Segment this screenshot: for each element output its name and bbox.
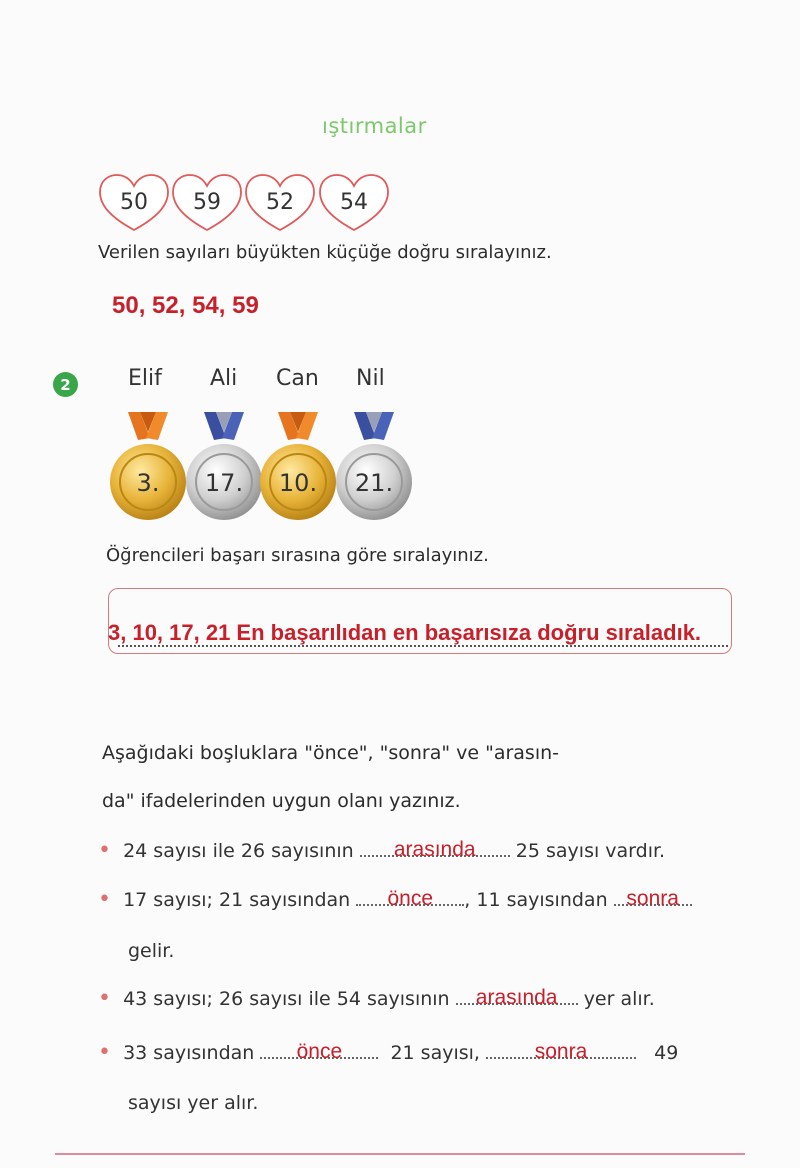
hearts-row — [98, 172, 398, 234]
sentence-text: 43 sayısı; 26 sayısı ile 54 sayısının — [123, 988, 450, 1010]
q1-answer: 50, 52, 54, 59 — [112, 292, 259, 319]
filled-answer: sonra — [626, 887, 679, 910]
blank-field[interactable] — [260, 1042, 378, 1064]
sentence-4 — [98, 1040, 678, 1065]
filled-answer: sonra — [534, 1040, 588, 1063]
heart-number: 59 — [193, 190, 221, 215]
gold-medal-icon — [260, 412, 336, 520]
silver-medal-icon — [186, 412, 262, 520]
medals-row — [110, 410, 430, 525]
sentence-2-cont: gelir. — [128, 940, 175, 962]
q2-answer: 3, 10, 17, 21 En başarılıdan en başarısıza doğru sıraladık. — [108, 620, 702, 645]
heart-number: 54 — [340, 190, 368, 215]
student-name: Ali — [210, 366, 238, 391]
question-number-badge: 2 — [53, 372, 78, 397]
sentence-text: 49 — [654, 1042, 679, 1064]
medal-rank: 3. — [136, 469, 160, 497]
medal-rank: 10. — [278, 469, 318, 497]
sentence-1 — [98, 838, 665, 863]
bottom-rule — [55, 1153, 745, 1155]
sentence-text: 21 sayısı, — [390, 1042, 480, 1064]
q3-instruction-line2: da" ifadelerinden uygun olanı yazınız. — [102, 790, 461, 812]
sentence-text: 33 sayısından — [123, 1042, 255, 1064]
medal-rank: 17. — [204, 469, 244, 497]
filled-answer: önce — [296, 1040, 343, 1063]
bullet-icon: • — [98, 986, 111, 1011]
blank-field[interactable] — [456, 988, 578, 1010]
heart-icon — [246, 175, 314, 230]
q2-instruction: Öğrencileri başarı sırasına göre sıralayınız. — [106, 545, 489, 566]
gold-medal-icon — [110, 412, 186, 520]
sentence-text: 11 sayısından — [476, 889, 608, 911]
student-name: Can — [276, 366, 319, 391]
bullet-icon: • — [98, 838, 111, 863]
sentence-4-cont: sayısı yer alır. — [128, 1092, 259, 1114]
sentence-2: • 17 sayısı; 21 sayısından önce , 11 sayısından sonra — [98, 887, 692, 912]
sentence-text: 24 sayısı ile 26 sayısının — [123, 840, 354, 862]
q1-instruction: Verilen sayıları büyükten küçüğe doğru sıralayınız. — [98, 242, 552, 263]
filled-answer: önce — [387, 887, 434, 910]
section-title: ıştırmalar — [322, 114, 427, 138]
blank-field[interactable] — [360, 840, 510, 862]
medal-rank: 21. — [354, 469, 394, 497]
student-name: Elif — [128, 366, 162, 391]
blank-field[interactable] — [356, 889, 464, 911]
filled-answer: arasında — [393, 838, 476, 861]
sentence-3 — [98, 986, 655, 1011]
heart-icon — [320, 175, 388, 230]
sentence-text: yer alır. — [583, 988, 655, 1010]
bullet-icon: • — [98, 887, 111, 912]
heart-number: 52 — [266, 190, 294, 215]
heart-number: 50 — [120, 190, 148, 215]
sentence-text: 25 sayısı vardır. — [515, 840, 666, 862]
heart-icon — [173, 175, 241, 230]
silver-medal-icon — [336, 412, 412, 520]
blank-field[interactable] — [614, 889, 692, 911]
heart-icon — [100, 175, 168, 230]
q3-instruction-line1: Aşağıdaki boşluklara "önce", "sonra" ve "arasın- — [102, 742, 560, 764]
student-name: Nil — [356, 366, 385, 391]
blank-field[interactable] — [486, 1042, 636, 1064]
sentence-text: 17 sayısı; 21 sayısından — [123, 889, 351, 911]
bullet-icon: • — [98, 1040, 111, 1065]
filled-answer: arasında — [475, 986, 558, 1009]
